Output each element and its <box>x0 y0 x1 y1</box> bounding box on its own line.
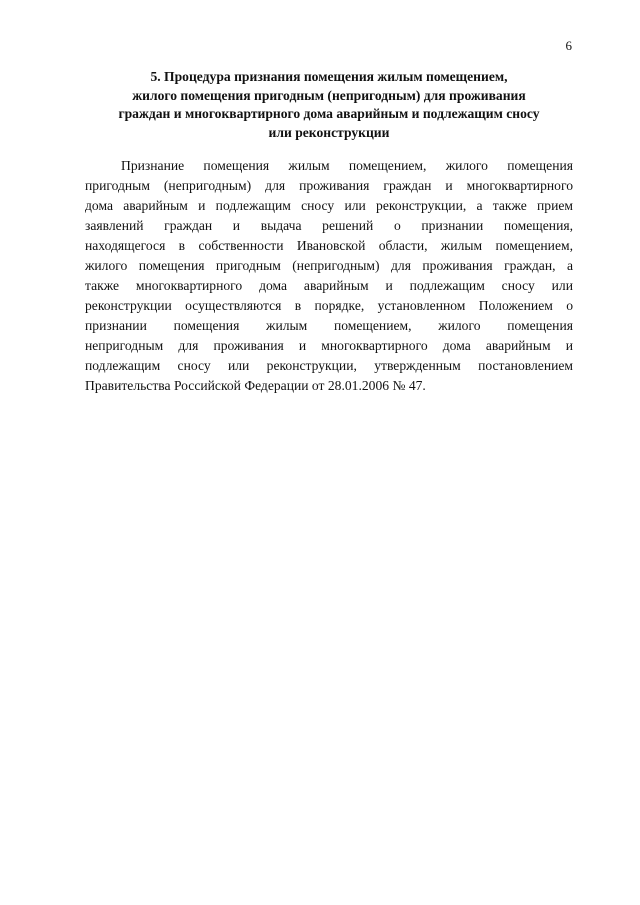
section-heading-line: или реконструкции <box>268 124 390 140</box>
paragraph-line: находящегося в собственности Ивановской области, жилым помещением, <box>85 238 573 253</box>
section-heading-line: граждан и многоквартирного дома аварийным и подлежащим сносу <box>118 106 540 121</box>
paragraph-line: непригодным для проживания и многоквартирного дома аварийным и <box>85 338 573 353</box>
section-heading-line: жилого помещения пригодным (непригодным) для проживания <box>132 87 526 103</box>
paragraph-line: подлежащим сносу или реконструкции, утвержденным постановлением <box>85 358 573 373</box>
paragraph-line: пригодным (непригодным) для проживания граждан и многоквартирного <box>85 178 573 193</box>
section-heading-line: 5. Процедура признания помещения жилым помещением, <box>150 69 508 84</box>
paragraph-line: дома аварийным и подлежащим сносу или реконструкции, а также прием <box>85 198 573 213</box>
body-paragraph <box>85 156 573 396</box>
paragraph-line: жилого помещения пригодным (непригодным) для проживания граждан, а <box>85 258 573 273</box>
section-heading <box>84 68 574 142</box>
paragraph-line: также многоквартирного дома аварийным и подлежащим сносу или <box>85 278 573 293</box>
paragraph-line: заявлений граждан и выдача решений о признании помещения, <box>85 218 573 233</box>
page-number: 6 <box>565 38 572 53</box>
paragraph-line: реконструкции осуществляются в порядке, установленном Положением о <box>85 298 573 313</box>
paragraph-line: Правительства Российской Федерации от 28.01.2006 № 47. <box>85 378 426 393</box>
paragraph-line: признании помещения жилым помещением, жилого помещения <box>85 318 573 333</box>
paragraph-line: Признание помещения жилым помещением, жилого помещения <box>121 158 573 173</box>
